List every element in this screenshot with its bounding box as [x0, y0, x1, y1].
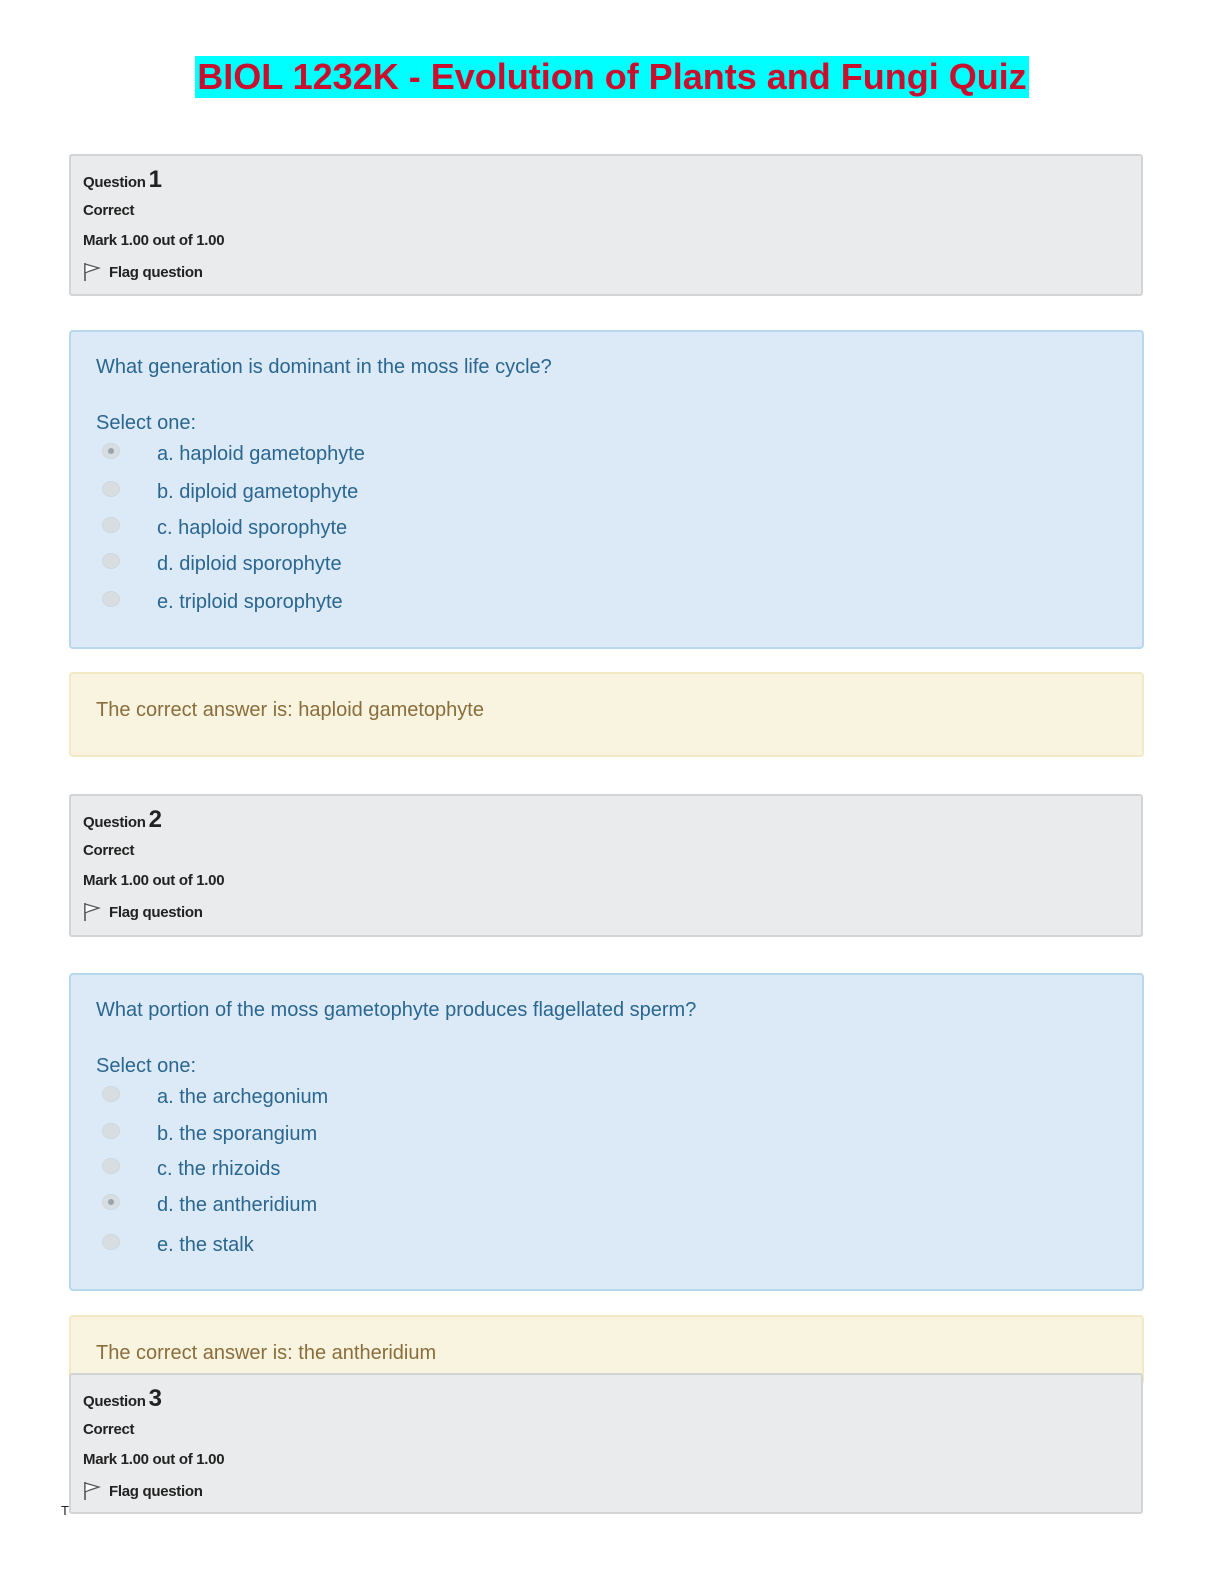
answer-label: e. triploid sporophyte	[157, 590, 343, 613]
answer-label: b. the sporangium	[157, 1122, 318, 1145]
flag-icon	[83, 902, 101, 922]
question-state: Correct	[83, 1421, 135, 1438]
answer-label: c. haploid sporophyte	[157, 516, 348, 539]
answer-label: d. diploid sporophyte	[157, 552, 342, 575]
answer-option[interactable]	[102, 1191, 318, 1219]
answer-label: a. haploid gametophyte	[157, 442, 365, 465]
question-state: Correct	[83, 202, 135, 219]
page-title: BIOL 1232K - Evolution of Plants and Fungi Quiz	[197, 56, 1027, 97]
question-content-1	[69, 330, 1144, 649]
title-container	[0, 56, 1224, 98]
answer-option[interactable]	[102, 440, 365, 468]
radio-button[interactable]	[102, 553, 120, 569]
answer-label: a. the archegonium	[157, 1085, 329, 1108]
answer-label: c. the rhizoids	[157, 1157, 281, 1180]
flag-icon	[83, 1481, 101, 1501]
question-label: Question	[83, 1393, 146, 1410]
radio-button[interactable]	[102, 1194, 120, 1210]
answer-label: d. the antheridium	[157, 1193, 318, 1216]
correct-answer-text: The correct answer is: the antheridium	[96, 1342, 437, 1364]
question-label: Question	[83, 174, 146, 191]
flag-icon	[83, 262, 101, 282]
select-prompt: Select one:	[96, 412, 197, 434]
question-number-1	[83, 166, 162, 194]
radio-button[interactable]	[102, 1158, 120, 1174]
flag-question-label: Flag question	[109, 1482, 203, 1500]
radio-button[interactable]	[102, 1123, 120, 1139]
radio-button[interactable]	[102, 517, 120, 533]
flag-question-button[interactable]	[83, 262, 203, 282]
flag-question-label: Flag question	[109, 903, 203, 921]
question-text: What portion of the moss gametophyte produces flagellated sperm?	[96, 999, 697, 1021]
correct-answer-text: The correct answer is: haploid gametophyte	[96, 699, 484, 721]
answer-option[interactable]	[102, 478, 359, 506]
answer-option[interactable]	[102, 588, 343, 616]
answer-option[interactable]	[102, 1083, 329, 1111]
select-prompt: Select one:	[96, 1055, 197, 1077]
question-info-1	[69, 154, 1143, 296]
question-info-3	[69, 1373, 1143, 1514]
flag-question-button[interactable]	[83, 902, 203, 922]
question-content-2	[69, 973, 1144, 1291]
question-number: 1	[148, 166, 162, 193]
question-number-2	[83, 806, 162, 834]
radio-button[interactable]	[102, 481, 120, 497]
question-info-2	[69, 794, 1143, 937]
radio-button[interactable]	[102, 1234, 120, 1250]
radio-button[interactable]	[102, 443, 120, 459]
question-number: 2	[148, 806, 162, 833]
radio-button[interactable]	[102, 591, 120, 607]
answer-option[interactable]	[102, 514, 348, 542]
answer-option[interactable]	[102, 550, 342, 578]
answer-label: e. the stalk	[157, 1233, 254, 1256]
question-number-3	[83, 1385, 162, 1413]
answer-option[interactable]	[102, 1120, 318, 1148]
question-grade: Mark 1.00 out of 1.00	[83, 1451, 225, 1468]
question-state: Correct	[83, 842, 135, 859]
question-label: Question	[83, 814, 146, 831]
answer-label: b. diploid gametophyte	[157, 480, 359, 503]
footer-mark: T	[61, 1503, 69, 1518]
answer-option[interactable]	[102, 1155, 281, 1183]
flag-question-button[interactable]	[83, 1481, 203, 1501]
question-text: What generation is dominant in the moss life cycle?	[96, 356, 552, 378]
question-number: 3	[148, 1385, 162, 1412]
question-grade: Mark 1.00 out of 1.00	[83, 232, 225, 249]
radio-button[interactable]	[102, 1086, 120, 1102]
flag-question-label: Flag question	[109, 263, 203, 281]
answer-option[interactable]	[102, 1231, 254, 1259]
feedback-box-1	[69, 672, 1144, 757]
question-grade: Mark 1.00 out of 1.00	[83, 872, 225, 889]
